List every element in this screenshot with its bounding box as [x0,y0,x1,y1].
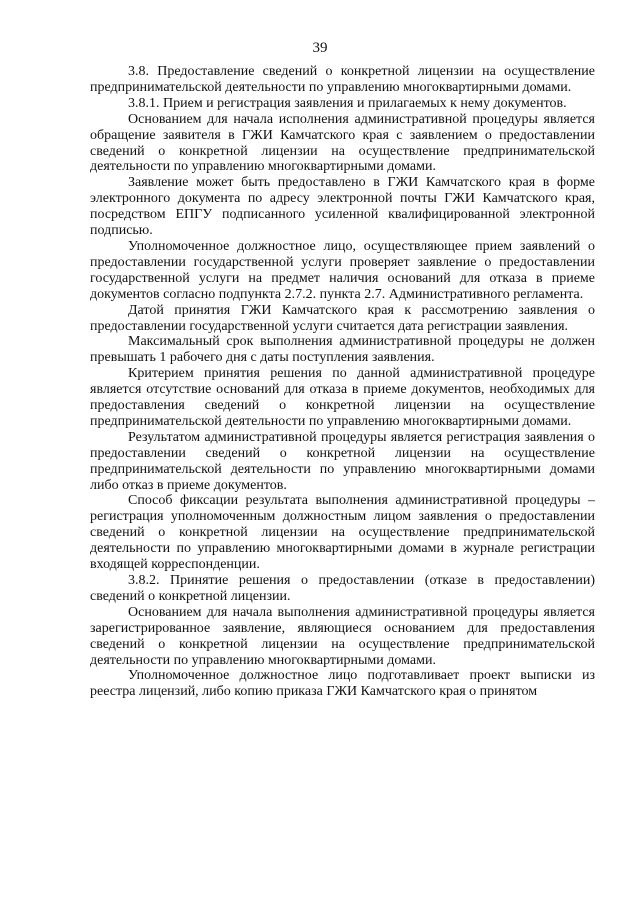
paragraph: Критерием принятия решения по данной административной процедуре является отсутствие оснований для отказа в приеме документов, необходимых для предоставления сведений о конкретной лицензии на осуществление предпринимательской деятельности по управлению многоквартирными домами. [90,366,595,429]
paragraph: Уполномоченное должностное лицо, осуществляющее прием заявлений о предоставлении государственной услуги проверяет заявление о предоставлении государственной услуги на предмет наличия оснований для отказа в приеме документов согласно подпункта 2.7.2. пункта 2.7. Административного регламента. [90,238,595,302]
paragraph: Уполномоченное должностное лицо подготавливает проект выписки из реестра лицензий, либо копию приказа ГЖИ Камчатского края о принятом [90,668,595,700]
page-number: 39 [312,40,328,56]
paragraph: Результатом административной процедуры является регистрация заявления о предоставлении сведений о конкретной лицензии на осуществление предпринимательской деятельности по управлению многоквартирными домами либо отказ в приеме документов. [90,429,595,493]
paragraph: Способ фиксации результата выполнения административной процедуры – регистрация уполномоченным должностным лицом заявления о предоставлении сведений о конкретной лицензии на осуществление предпринимательской деятельности по управлению многоквартирными домами в журнале регистрации входящей корреспонденции. [90,493,595,573]
paragraph-3-8-1-heading: 3.8.1. Прием и регистрация заявления и прилагаемых к нему документов. [128,95,567,111]
paragraph: Заявление может быть предоставлено в ГЖИ Камчатского края в форме электронного документа по адресу электронной почты ГЖИ Камчатского края, посредством ЕПГУ подписанного усиленной квалифицированной электронной подписью. [90,175,595,239]
document-body [90,64,595,700]
paragraph: Датой принятия ГЖИ Камчатского края к рассмотрению заявления о предоставлении государственной услуги считается дата регистрации заявления. [90,302,595,334]
paragraph: Максимальный срок выполнения административной процедуры не должен превышать 1 рабочего дня с даты поступления заявления. [90,334,595,366]
paragraph-3-8-heading: 3.8. Предоставление сведений о конкретной лицензии на осуществление предпринимательской деятельности по управлению многоквартирными домами. [90,64,595,95]
paragraph: Основанием для начала выполнения административной процедуры является зарегистрированное заявление, являющиеся основанием для предоставления сведений о конкретной лицензии на осуществление предпринимательской деятельности по управлению многоквартирными домами. [90,604,595,668]
paragraph: Основанием для начала исполнения административной процедуры является обращение заявителя в ГЖИ Камчатского края с заявлением о предоставлении сведений о конкретной лицензии на осуществление предпринимательской деятельности по управлению многоквартирными домами. [90,111,595,175]
paragraph-3-8-2-heading: 3.8.2. Принятие решения о предоставлении (отказе в предоставлении) сведений о конкретной лицензии. [90,573,595,604]
